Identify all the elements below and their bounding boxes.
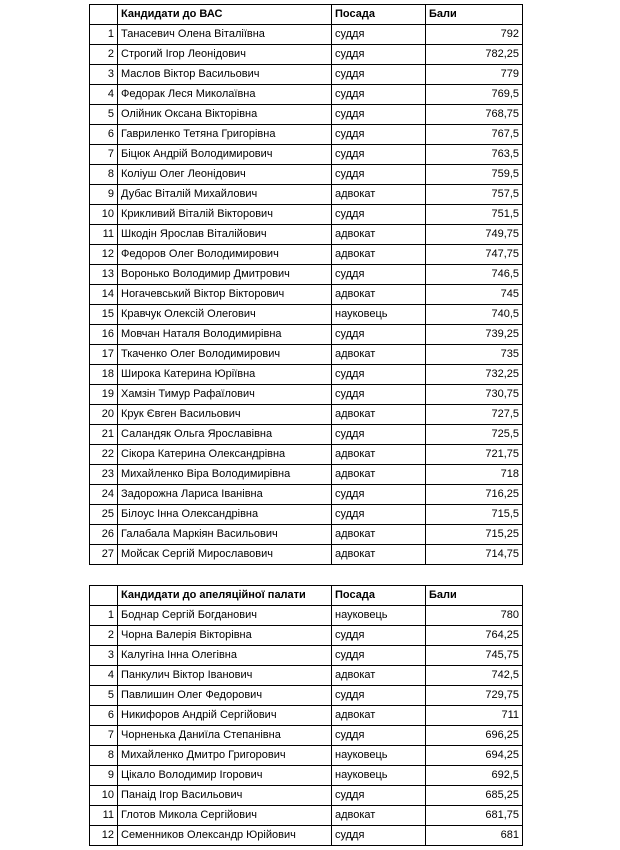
candidate-score: 739,25 — [426, 325, 523, 345]
candidate-position: науковець — [332, 606, 426, 626]
candidate-score: 740,5 — [426, 305, 523, 325]
candidate-name: Чорненька Даниїла Степанівна — [118, 726, 332, 746]
candidate-name: Гавриленко Тетяна Григорівна — [118, 125, 332, 145]
candidate-name: Семенников Олександр Юрійович — [118, 826, 332, 846]
vas-candidates-body — [90, 5, 523, 565]
row-number: 22 — [90, 445, 118, 465]
header-row — [90, 5, 523, 25]
header-num-cell — [90, 586, 118, 606]
table-row — [90, 606, 523, 626]
candidate-name: Федорак Леся Миколаївна — [118, 85, 332, 105]
candidate-position: суддя — [332, 265, 426, 285]
table-row — [90, 445, 523, 465]
candidate-position: адвокат — [332, 465, 426, 485]
candidate-name: Коліуш Олег Леонідович — [118, 165, 332, 185]
table-row — [90, 545, 523, 565]
candidate-position: адвокат — [332, 706, 426, 726]
row-number: 1 — [90, 25, 118, 45]
candidate-score: 767,5 — [426, 125, 523, 145]
table-row — [90, 726, 523, 746]
header-name-cell: Кандидати до ВАС — [118, 5, 332, 25]
candidate-score: 730,75 — [426, 385, 523, 405]
candidate-score: 715,5 — [426, 505, 523, 525]
table-row — [90, 365, 523, 385]
candidate-score: 696,25 — [426, 726, 523, 746]
candidate-score: 769,5 — [426, 85, 523, 105]
candidate-name: Маслов Віктор Васильович — [118, 65, 332, 85]
row-number: 2 — [90, 626, 118, 646]
candidate-name: Галабала Маркіян Васильович — [118, 525, 332, 545]
table-row — [90, 25, 523, 45]
candidate-name: Глотов Микола Сергійович — [118, 806, 332, 826]
candidate-position: суддя — [332, 485, 426, 505]
candidate-name: Строгий Ігор Леонідович — [118, 45, 332, 65]
candidate-position: адвокат — [332, 806, 426, 826]
row-number: 12 — [90, 826, 118, 846]
candidate-score: 735 — [426, 345, 523, 365]
row-number: 10 — [90, 786, 118, 806]
table-row — [90, 505, 523, 525]
table-row — [90, 105, 523, 125]
candidate-position: суддя — [332, 726, 426, 746]
table-row — [90, 485, 523, 505]
row-number: 11 — [90, 225, 118, 245]
table-row — [90, 385, 523, 405]
table-row — [90, 425, 523, 445]
candidate-score: 751,5 — [426, 205, 523, 225]
candidate-position: суддя — [332, 105, 426, 125]
candidate-score: 685,25 — [426, 786, 523, 806]
table-row — [90, 746, 523, 766]
row-number: 6 — [90, 125, 118, 145]
candidate-position: адвокат — [332, 405, 426, 425]
candidate-name: Панкулич Віктор Іванович — [118, 666, 332, 686]
row-number: 17 — [90, 345, 118, 365]
candidate-name: Цікало Володимир Ігорович — [118, 766, 332, 786]
candidate-name: Дубас Віталій Михайлович — [118, 185, 332, 205]
row-number: 16 — [90, 325, 118, 345]
row-number: 21 — [90, 425, 118, 445]
candidate-position: суддя — [332, 145, 426, 165]
header-name-cell: Кандидати до апеляційної палати — [118, 586, 332, 606]
candidate-score: 780 — [426, 606, 523, 626]
table-row — [90, 806, 523, 826]
candidate-score: 782,25 — [426, 45, 523, 65]
row-number: 12 — [90, 245, 118, 265]
table-row — [90, 125, 523, 145]
candidate-name: Никифоров Андрій Сергійович — [118, 706, 332, 726]
candidate-name: Воронько Володимир Дмитрович — [118, 265, 332, 285]
row-number: 5 — [90, 686, 118, 706]
candidate-name: Михайленко Віра Володимирівна — [118, 465, 332, 485]
table-row — [90, 686, 523, 706]
table-row — [90, 205, 523, 225]
candidate-name: Калугіна Інна Олегівна — [118, 646, 332, 666]
candidate-position: адвокат — [332, 225, 426, 245]
candidate-position: адвокат — [332, 245, 426, 265]
candidate-score: 779 — [426, 65, 523, 85]
candidate-name: Михайленко Дмитро Григорович — [118, 746, 332, 766]
vas-candidates-table — [89, 4, 523, 565]
table-row — [90, 145, 523, 165]
candidate-position: адвокат — [332, 545, 426, 565]
table-row — [90, 65, 523, 85]
candidate-name: Танасевич Олена Віталіївна — [118, 25, 332, 45]
table-row — [90, 185, 523, 205]
candidate-position: суддя — [332, 325, 426, 345]
row-number: 7 — [90, 145, 118, 165]
header-score-cell: Бали — [426, 586, 523, 606]
row-number: 11 — [90, 806, 118, 826]
table-row — [90, 465, 523, 485]
row-number: 24 — [90, 485, 118, 505]
candidate-name: Хамзін Тимур Рафаїлович — [118, 385, 332, 405]
table-row — [90, 165, 523, 185]
candidate-position: суддя — [332, 25, 426, 45]
candidate-name: Павлишин Олег Федорович — [118, 686, 332, 706]
candidate-score: 746,5 — [426, 265, 523, 285]
row-number: 1 — [90, 606, 118, 626]
candidate-position: суддя — [332, 65, 426, 85]
row-number: 3 — [90, 65, 118, 85]
candidate-name: Крук Євген Васильович — [118, 405, 332, 425]
candidate-score: 711 — [426, 706, 523, 726]
appeal-chamber-candidates-table — [89, 585, 523, 846]
candidate-score: 694,25 — [426, 746, 523, 766]
row-number: 18 — [90, 365, 118, 385]
candidate-position: суддя — [332, 165, 426, 185]
header-score-cell: Бали — [426, 5, 523, 25]
candidate-score: 763,5 — [426, 145, 523, 165]
candidate-score: 768,75 — [426, 105, 523, 125]
candidate-position: суддя — [332, 85, 426, 105]
candidate-score: 692,5 — [426, 766, 523, 786]
row-number: 19 — [90, 385, 118, 405]
candidate-position: науковець — [332, 305, 426, 325]
candidate-score: 745,75 — [426, 646, 523, 666]
candidate-name: Чорна Валерія Вікторівна — [118, 626, 332, 646]
candidate-score: 764,25 — [426, 626, 523, 646]
header-position-cell: Посада — [332, 586, 426, 606]
candidate-position: суддя — [332, 646, 426, 666]
row-number: 9 — [90, 185, 118, 205]
candidate-name: Широка Катерина Юріївна — [118, 365, 332, 385]
candidate-position: суддя — [332, 385, 426, 405]
row-number: 20 — [90, 405, 118, 425]
row-number: 6 — [90, 706, 118, 726]
header-row — [90, 586, 523, 606]
row-number: 8 — [90, 165, 118, 185]
row-number: 2 — [90, 45, 118, 65]
candidate-name: Саландяк Ольга Ярославівна — [118, 425, 332, 445]
candidate-position: адвокат — [332, 525, 426, 545]
candidate-position: адвокат — [332, 445, 426, 465]
candidate-position: адвокат — [332, 345, 426, 365]
candidate-position: науковець — [332, 766, 426, 786]
candidate-score: 745 — [426, 285, 523, 305]
candidate-name: Кравчук Олексій Олегович — [118, 305, 332, 325]
table-row — [90, 646, 523, 666]
candidate-position: суддя — [332, 45, 426, 65]
row-number: 26 — [90, 525, 118, 545]
candidate-position: адвокат — [332, 185, 426, 205]
table-row — [90, 706, 523, 726]
table-row — [90, 285, 523, 305]
table-row — [90, 245, 523, 265]
candidate-score: 714,75 — [426, 545, 523, 565]
candidate-score: 749,75 — [426, 225, 523, 245]
row-number: 7 — [90, 726, 118, 746]
table-row — [90, 666, 523, 686]
table-row — [90, 225, 523, 245]
table-row — [90, 626, 523, 646]
row-number: 14 — [90, 285, 118, 305]
candidate-position: суддя — [332, 125, 426, 145]
candidate-score: 727,5 — [426, 405, 523, 425]
table-row — [90, 305, 523, 325]
table-row — [90, 45, 523, 65]
candidate-score: 757,5 — [426, 185, 523, 205]
candidate-name: Задорожна Лариса Іванівна — [118, 485, 332, 505]
candidate-name: Мойсак Сергій Мирославович — [118, 545, 332, 565]
candidate-position: суддя — [332, 425, 426, 445]
candidate-position: адвокат — [332, 285, 426, 305]
table-row — [90, 325, 523, 345]
candidate-name: Ткаченко Олег Володимирович — [118, 345, 332, 365]
row-number: 23 — [90, 465, 118, 485]
candidate-position: суддя — [332, 826, 426, 846]
row-number: 3 — [90, 646, 118, 666]
candidate-position: суддя — [332, 505, 426, 525]
candidate-position: науковець — [332, 746, 426, 766]
table-row — [90, 85, 523, 105]
candidate-name: Біцюк Андрій Володимирович — [118, 145, 332, 165]
row-number: 8 — [90, 746, 118, 766]
candidate-name: Панаід Ігор Васильович — [118, 786, 332, 806]
candidate-name: Олійник Оксана Вікторівна — [118, 105, 332, 125]
candidate-name: Федоров Олег Володимирович — [118, 245, 332, 265]
row-number: 4 — [90, 666, 118, 686]
row-number: 25 — [90, 505, 118, 525]
row-number: 9 — [90, 766, 118, 786]
candidate-name: Крикливий Віталій Вікторович — [118, 205, 332, 225]
table-row — [90, 345, 523, 365]
candidate-score: 725,5 — [426, 425, 523, 445]
row-number: 15 — [90, 305, 118, 325]
candidate-name: Білоус Інна Олександрівна — [118, 505, 332, 525]
candidate-score: 759,5 — [426, 165, 523, 185]
candidate-position: адвокат — [332, 666, 426, 686]
candidate-score: 732,25 — [426, 365, 523, 385]
row-number: 27 — [90, 545, 118, 565]
table-row — [90, 265, 523, 285]
row-number: 4 — [90, 85, 118, 105]
candidate-score: 721,75 — [426, 445, 523, 465]
candidate-position: суддя — [332, 205, 426, 225]
table-row — [90, 826, 523, 846]
candidate-score: 718 — [426, 465, 523, 485]
candidate-score: 681 — [426, 826, 523, 846]
candidate-name: Мовчан Наталя Володимирівна — [118, 325, 332, 345]
candidate-name: Ногачевський Віктор Вікторович — [118, 285, 332, 305]
candidate-name: Шкодін Ярослав Віталійович — [118, 225, 332, 245]
appeal-chamber-candidates-body — [90, 586, 523, 846]
candidate-name: Сікора Катерина Олександрівна — [118, 445, 332, 465]
candidate-score: 681,75 — [426, 806, 523, 826]
row-number: 5 — [90, 105, 118, 125]
table-row — [90, 405, 523, 425]
row-number: 13 — [90, 265, 118, 285]
table-row — [90, 525, 523, 545]
table-row — [90, 766, 523, 786]
candidate-score: 715,25 — [426, 525, 523, 545]
header-num-cell — [90, 5, 118, 25]
candidate-position: суддя — [332, 626, 426, 646]
candidate-name: Боднар Сергій Богданович — [118, 606, 332, 626]
candidate-score: 747,75 — [426, 245, 523, 265]
candidate-position: суддя — [332, 786, 426, 806]
header-position-cell: Посада — [332, 5, 426, 25]
candidate-position: суддя — [332, 365, 426, 385]
candidate-score: 729,75 — [426, 686, 523, 706]
candidate-score: 716,25 — [426, 485, 523, 505]
candidate-position: суддя — [332, 686, 426, 706]
row-number: 10 — [90, 205, 118, 225]
candidate-score: 742,5 — [426, 666, 523, 686]
candidate-score: 792 — [426, 25, 523, 45]
table-row — [90, 786, 523, 806]
